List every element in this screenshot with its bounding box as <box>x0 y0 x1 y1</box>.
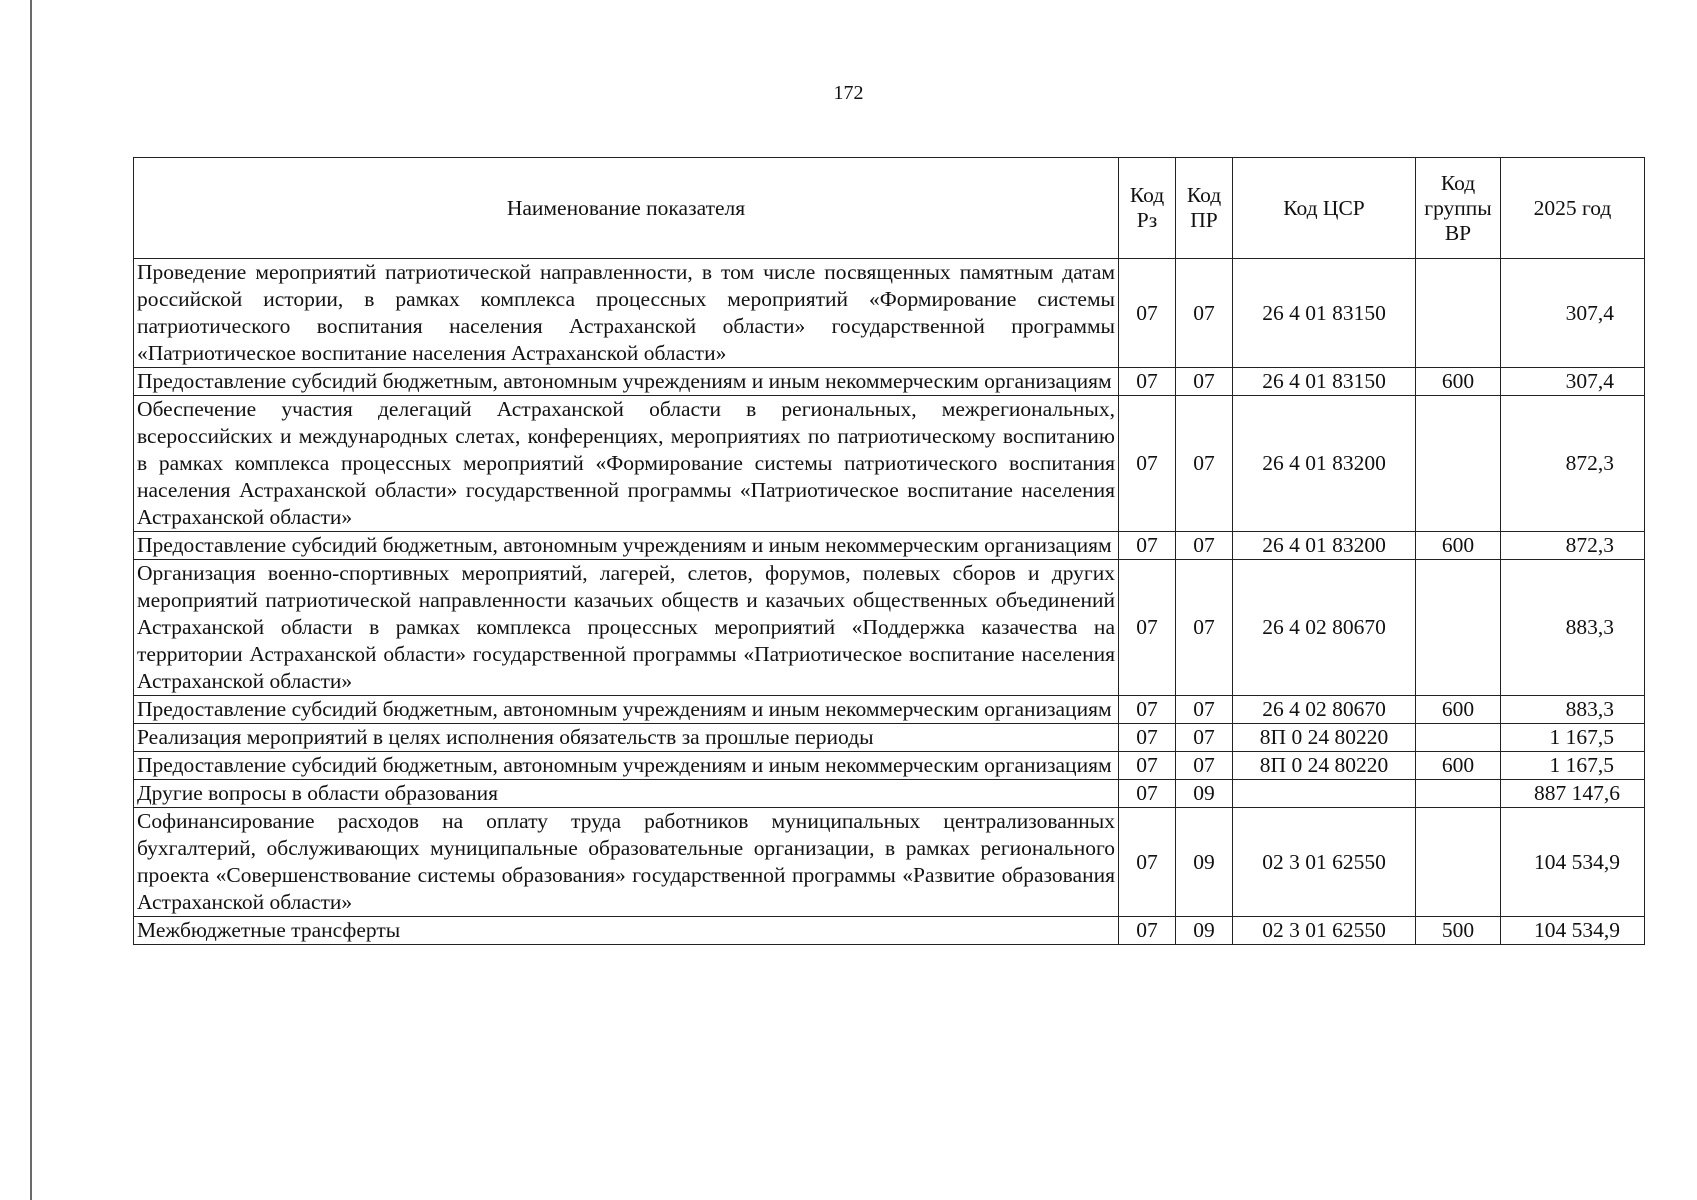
header-year: 2025 год <box>1501 158 1645 259</box>
row-rz: 07 <box>1119 696 1176 724</box>
header-csr: Код ЦСР <box>1233 158 1416 259</box>
row-csr: 26 4 01 83150 <box>1233 259 1416 368</box>
table-row <box>134 752 1645 780</box>
row-pr: 07 <box>1176 696 1233 724</box>
row-name: Предоставление субсидий бюджетным, автономным учреждениям и иным некоммерческим организациям <box>134 696 1119 724</box>
header-vr: Код группы ВР <box>1416 158 1501 259</box>
table-row <box>134 724 1645 752</box>
row-name: Обеспечение участия делегаций Астраханской области в региональных, межрегиональных, всероссийских и международных слетах, конференциях, мероприятиях по патриотическому воспитанию в рамках комплекса процессных мероприятий «Формирование системы патриотического воспитания населения Астраханской области» государственной программы «Патриотическое воспитание населения Астраханской области» <box>134 396 1119 532</box>
row-pr: 07 <box>1176 259 1233 368</box>
header-rz: Код Рз <box>1119 158 1176 259</box>
row-name: Предоставление субсидий бюджетным, автономным учреждениям и иным некоммерческим организациям <box>134 752 1119 780</box>
row-amount: 1 167,5 <box>1501 752 1645 780</box>
row-amount: 883,3 <box>1501 696 1645 724</box>
row-amount: 883,3 <box>1501 560 1645 696</box>
table-row <box>134 696 1645 724</box>
row-rz: 07 <box>1119 917 1176 945</box>
row-pr: 09 <box>1176 808 1233 917</box>
row-vr: 500 <box>1416 917 1501 945</box>
row-rz: 07 <box>1119 368 1176 396</box>
table-row <box>134 780 1645 808</box>
row-csr: 26 4 02 80670 <box>1233 696 1416 724</box>
row-pr: 07 <box>1176 532 1233 560</box>
row-csr: 8П 0 24 80220 <box>1233 724 1416 752</box>
row-pr: 09 <box>1176 780 1233 808</box>
row-vr <box>1416 396 1501 532</box>
row-pr: 07 <box>1176 396 1233 532</box>
header-name: Наименование показателя <box>134 158 1119 259</box>
header-pr: Код ПР <box>1176 158 1233 259</box>
row-csr: 26 4 01 83150 <box>1233 368 1416 396</box>
row-amount: 887 147,6 <box>1501 780 1645 808</box>
row-vr <box>1416 780 1501 808</box>
row-pr: 07 <box>1176 752 1233 780</box>
row-vr <box>1416 808 1501 917</box>
row-pr: 07 <box>1176 724 1233 752</box>
row-csr: 26 4 01 83200 <box>1233 532 1416 560</box>
row-rz: 07 <box>1119 396 1176 532</box>
row-amount: 307,4 <box>1501 259 1645 368</box>
table-row <box>134 560 1645 696</box>
row-name: Софинансирование расходов на оплату труда работников муниципальных централизованных бухгалтерий, обслуживающих муниципальные образовательные организации, в рамках регионального проекта «Совершенствование системы образования» государственной программы «Развитие образования Астраханской области» <box>134 808 1119 917</box>
row-amount: 1 167,5 <box>1501 724 1645 752</box>
row-name: Организация военно-спортивных мероприятий, лагерей, слетов, форумов, полевых сборов и других мероприятий патриотической направленности казачьих обществ и казачьих общественных объединений Астраханской области в рамках комплекса процессных мероприятий «Поддержка казачества на территории Астраханской области» государственной программы «Патриотическое воспитание населения Астраханской области» <box>134 560 1119 696</box>
row-pr: 07 <box>1176 560 1233 696</box>
row-amount: 872,3 <box>1501 396 1645 532</box>
row-csr: 8П 0 24 80220 <box>1233 752 1416 780</box>
row-amount: 872,3 <box>1501 532 1645 560</box>
row-pr: 07 <box>1176 368 1233 396</box>
row-amount: 307,4 <box>1501 368 1645 396</box>
budget-table <box>133 157 1645 945</box>
row-rz: 07 <box>1119 259 1176 368</box>
row-csr <box>1233 780 1416 808</box>
row-rz: 07 <box>1119 532 1176 560</box>
table-row <box>134 368 1645 396</box>
row-vr: 600 <box>1416 752 1501 780</box>
table-row <box>134 396 1645 532</box>
row-name: Другие вопросы в области образования <box>134 780 1119 808</box>
table-row <box>134 259 1645 368</box>
row-vr: 600 <box>1416 532 1501 560</box>
row-vr: 600 <box>1416 368 1501 396</box>
row-name: Реализация мероприятий в целях исполнения обязательств за прошлые периоды <box>134 724 1119 752</box>
row-csr: 02 3 01 62550 <box>1233 808 1416 917</box>
row-rz: 07 <box>1119 752 1176 780</box>
row-rz: 07 <box>1119 560 1176 696</box>
row-rz: 07 <box>1119 808 1176 917</box>
row-name: Проведение мероприятий патриотической направленности, в том числе посвященных памятным датам российской истории, в рамках комплекса процессных мероприятий «Формирование системы патриотического воспитания населения Астраханской области» государственной программы «Патриотическое воспитание населения Астраханской области» <box>134 259 1119 368</box>
table-row <box>134 917 1645 945</box>
row-rz: 07 <box>1119 780 1176 808</box>
row-vr <box>1416 560 1501 696</box>
row-amount: 104 534,9 <box>1501 808 1645 917</box>
row-name: Предоставление субсидий бюджетным, автономным учреждениям и иным некоммерческим организациям <box>134 532 1119 560</box>
row-amount: 104 534,9 <box>1501 917 1645 945</box>
row-name: Межбюджетные трансферты <box>134 917 1119 945</box>
table-row <box>134 532 1645 560</box>
row-rz: 07 <box>1119 724 1176 752</box>
scan-edge-line <box>30 0 32 1200</box>
row-csr: 26 4 01 83200 <box>1233 396 1416 532</box>
row-vr <box>1416 259 1501 368</box>
row-csr: 26 4 02 80670 <box>1233 560 1416 696</box>
row-name: Предоставление субсидий бюджетным, автономным учреждениям и иным некоммерческим организациям <box>134 368 1119 396</box>
row-vr: 600 <box>1416 696 1501 724</box>
table-row <box>134 808 1645 917</box>
table-header-row <box>134 158 1645 259</box>
row-csr: 02 3 01 62550 <box>1233 917 1416 945</box>
page-number: 172 <box>833 82 864 104</box>
row-pr: 09 <box>1176 917 1233 945</box>
row-vr <box>1416 724 1501 752</box>
